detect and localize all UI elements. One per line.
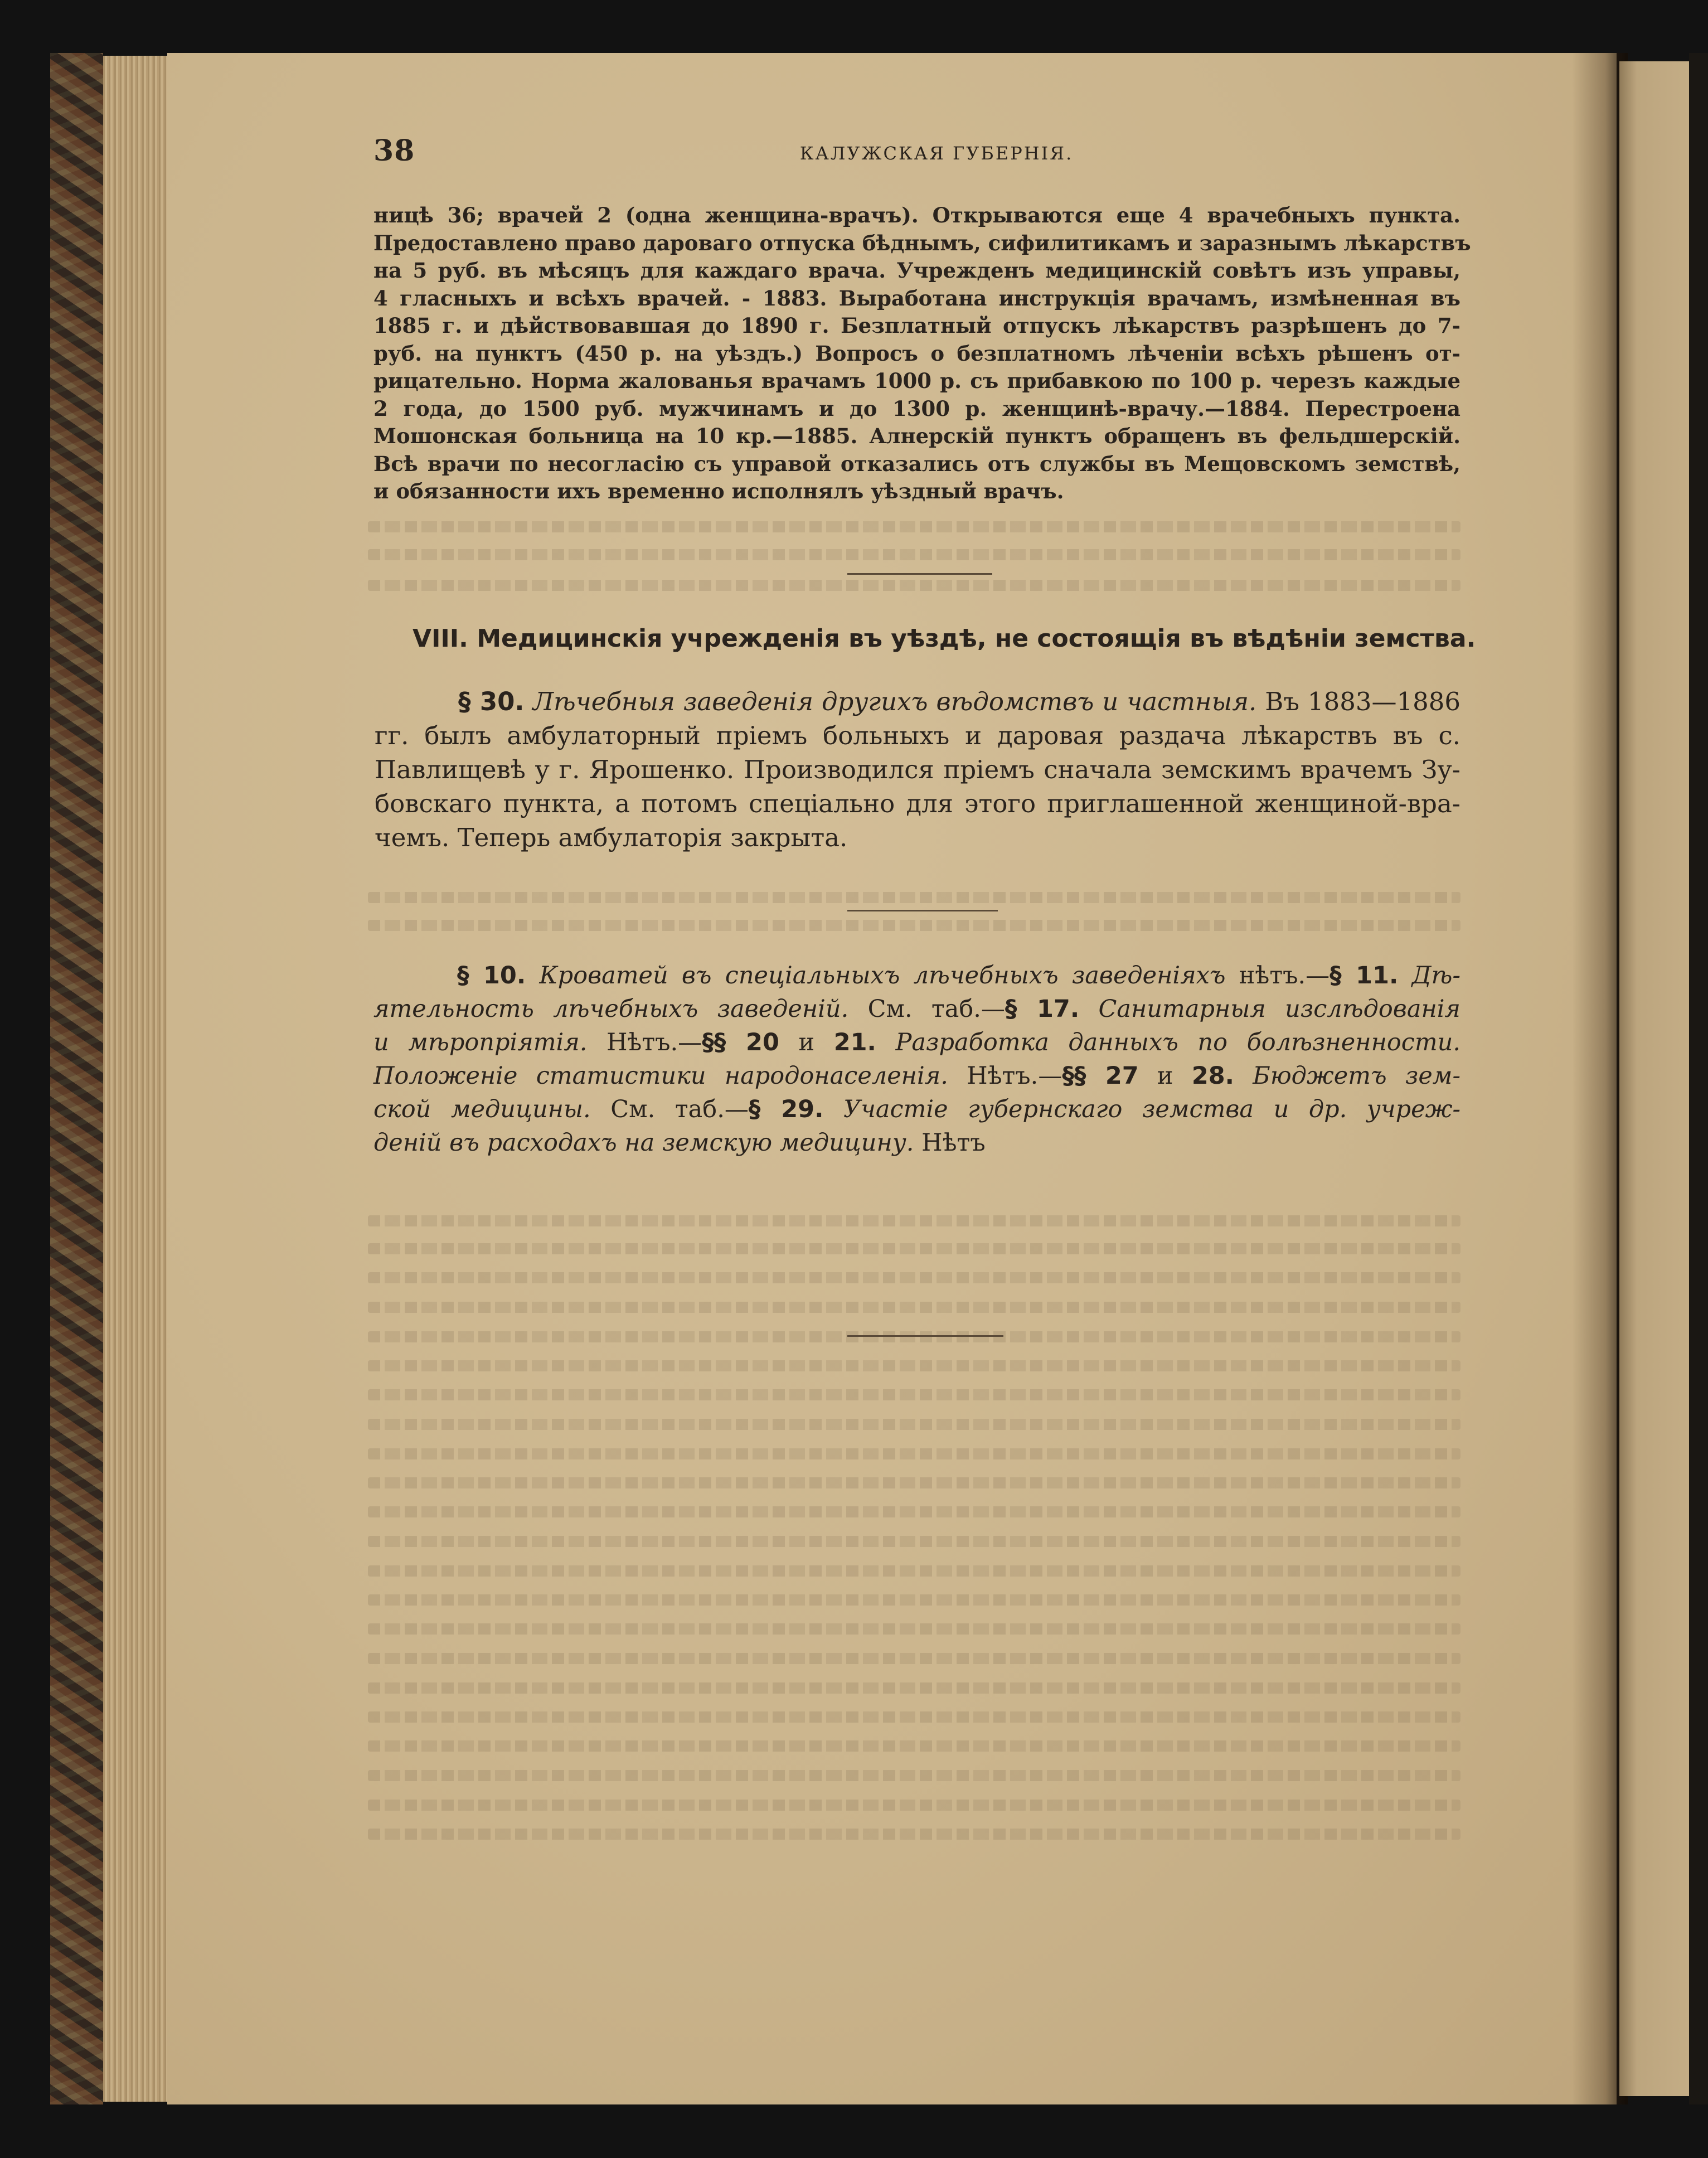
bleed-through-mark [368,1594,1460,1606]
bleed-through-mark [368,1682,1460,1694]
text-line: Павлищевѣ у г. Ярошенко. Производился пріемъ сначала земскимъ врачемъ Зу- [375,755,1460,784]
paragraph-title: Санитарныя изслѣдованія [1098,995,1461,1023]
paragraph-text: и [1157,1062,1173,1090]
text-line: и обязанности ихъ временно исполнялъ уѣздный врачъ. [373,479,1064,503]
facing-page-edge [1619,61,1689,2096]
bleed-through-mark [368,1740,1460,1752]
text-line [373,959,1460,992]
bleed-through-mark [368,1623,1460,1635]
paragraph-title: Кроватей въ спеціальныхъ лѣчебныхъ заведеніяхъ [539,962,1226,990]
text-line [373,1126,1460,1160]
paragraph-title: Лѣчебныя заведенія другихъ вѣдомствъ и частныя. [532,687,1257,716]
bleed-through-mark [368,549,1460,560]
bleed-through-mark [368,1272,1460,1283]
bleed-through-mark [368,1536,1460,1547]
text-line [373,992,1460,1026]
text-line: Предоставлено право дароваго отпуска бѣднымъ, сифилитикамъ и заразнымъ лѣкарствъ [373,230,1471,255]
paragraph-number: §§ 27 [1062,1062,1139,1090]
page-number: 38 [373,134,415,168]
text-line: 1885 г. и дѣйствовавшая до 1890 г. Безплатный отпускъ лѣкарствъ разрѣшенъ до 7- [373,313,1460,338]
text-line: Всѣ врачи по несогласію съ управой отказались отъ службы въ Мещовскомъ земствѣ, [373,451,1460,476]
paragraph-title: Дѣ- [1411,962,1460,990]
paragraph-title: ятельность лѣчебныхъ заведеній. [373,995,849,1023]
paragraph-number: § 10. [457,962,526,990]
text-line [375,685,1460,719]
text-line [373,1026,1460,1059]
paragraph-number: 21. [833,1029,876,1056]
paragraph-text: Въ 1883—1886 [1265,687,1460,716]
paragraph-title: Бюджетъ зем- [1253,1062,1460,1090]
text-line: рицательно. Норма жалованья врачамъ 1000 р. съ прибавкою по 100 р. черезъ каждые [373,368,1460,393]
paragraph-text: См. таб.— [867,995,1005,1023]
paragraph-text: Нѣтъ.— [967,1062,1062,1090]
paragraph-text: нѣтъ.— [1239,962,1330,990]
paragraph-number: § 30. [458,687,525,716]
section-heading: VIII. Медицинскія учрежденія въ уѣздѣ, не состоящія въ вѣдѣніи земства. [413,624,1476,653]
text-line: гг. былъ амбулаторный пріемъ больныхъ и даровая раздача лѣкарствъ въ с. [375,721,1460,750]
bleed-through-mark [368,1419,1460,1430]
bleed-through-mark [368,1302,1460,1313]
paragraph-number: § 11. [1329,962,1399,990]
paragraph-title: Участіе губернскаго земства и др. учреж- [843,1095,1460,1123]
bleed-through-mark [368,580,1460,591]
running-title: КАЛУЖСКАЯ ГУБЕРНІЯ. [799,143,1074,164]
bleed-through-mark [368,1215,1460,1226]
bleed-through-mark [368,1800,1460,1811]
paragraph-number: § 29. [748,1095,824,1123]
bleed-through-mark [368,1653,1460,1664]
scan-border [1689,53,1708,2104]
text-line: чемъ. Теперь амбулаторія закрыта. [375,823,848,852]
bleed-through-mark [368,1331,1460,1342]
text-line: ницѣ 36; врачей 2 (одна женщина-врачъ). Открываются еще 4 врачебныхъ пункта. [373,203,1460,227]
paragraph-number: §§ 20 [702,1029,779,1056]
bleed-through-mark [368,1770,1460,1781]
paragraph-30 [375,685,1460,855]
paragraph-title: ской медицины. [373,1095,591,1123]
paragraph-number: § 17. [1005,995,1080,1023]
page-stack-edge [103,56,176,2102]
text-line: на 5 руб. въ мѣсяцъ для каждаго врача. Учрежденъ медицинскій совѣтъ изъ управы, [373,258,1460,283]
divider-rule [847,910,998,911]
paragraph-title: деній въ расходахъ на земскую медицину. [373,1129,914,1157]
bleed-through-mark [368,521,1460,532]
text-line [373,1059,1460,1093]
paragraph-number: 28. [1191,1062,1234,1090]
bleed-through-mark [368,1243,1460,1254]
paragraph-title: и мѣропріятія. [373,1029,588,1056]
bleed-through-mark [368,1389,1460,1400]
book-cover-edge [50,53,103,2104]
text-line: руб. на пунктъ (450 р. на уѣздъ.) Вопросъ о безплатномъ лѣченіи всѣхъ рѣшенъ от- [373,341,1460,366]
bleed-through-mark [368,1829,1460,1840]
divider-rule [847,573,992,575]
paragraph-title: Положеніе статистики народонаселенія. [373,1062,948,1090]
paragraph-text: Нѣтъ [921,1129,986,1157]
text-line [373,1093,1460,1126]
text-line: 2 года, до 1500 руб. мужчинамъ и до 1300 р. женщинѣ-врачу.—1884. Перестроена [373,396,1460,421]
text-line: Мошонская больница на 10 кр.—1885. Алнерскій пунктъ обращенъ въ фельдшерскій. [373,424,1460,448]
bleed-through-mark [368,1448,1460,1459]
bleed-through-mark [368,1506,1460,1517]
section-vii-continuation [373,202,1471,506]
bleed-through-mark [368,1477,1460,1488]
misc-paragraphs [373,959,1460,1160]
bleed-through-mark [368,920,1460,931]
bleed-through-mark [368,892,1460,903]
page-header [373,134,1460,178]
paragraph-text: и [798,1029,815,1056]
bleed-through-mark [368,1360,1460,1371]
text-line: бовскаго пункта, а потомъ спеціально для этого приглашенной женщиной-вра- [375,789,1460,818]
paragraph-title: Разработка данныхъ по болѣзненности. [895,1029,1460,1056]
bleed-through-mark [368,1711,1460,1723]
text-line: 4 гласныхъ и всѣхъ врачей. - 1883. Выработана инструкція врачамъ, измѣненная въ [373,285,1460,311]
paragraph-text: См. таб.— [610,1095,749,1123]
divider-rule [847,1335,1003,1337]
paragraph-text: Нѣтъ.— [606,1029,702,1056]
bleed-through-mark [368,1565,1460,1577]
